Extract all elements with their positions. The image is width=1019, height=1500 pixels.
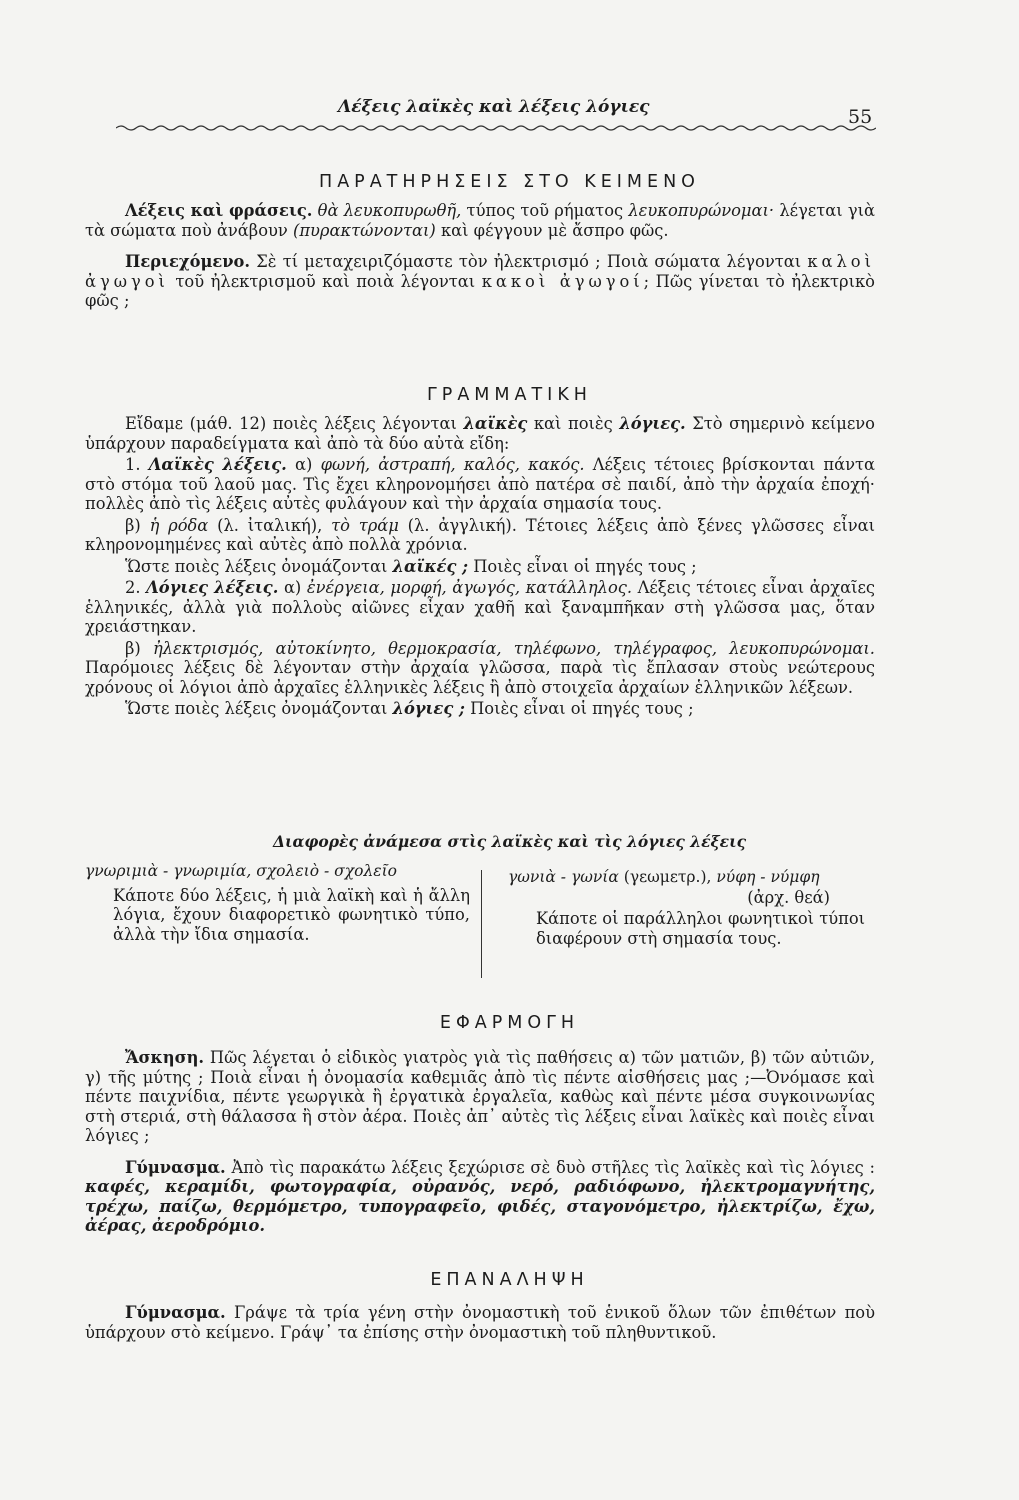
observations-body [85, 201, 875, 313]
right-example: γωνιὰ - γωνία (γεωμετρ.), νύφη - νύμφη [508, 868, 820, 886]
content-paragraph: Περιεχόμενο. Σὲ τί μεταχειριζόμαστε τὸν ἠλεκτρισμό ; Ποιὰ σώματα λέγονται καλοὶ ἀγωγοὶ τοῦ ἠλεκτρισμοῦ καὶ ποιὰ λέγονται κακοὶ ἀγωγοί; Πῶς γίνεται τὸ ἠλεκτρικὸ φῶς ; [85, 252, 875, 310]
revision-drill-paragraph: Γύμνασμα. Γράψε τὰ τρία γένη στὴν ὀνομαστικὴ τοῦ ἑνικοῦ ὅλων τῶν ἐπιθέτων ποὺ ὑπάρχουν στὸ κείμενο. Γράψ᾽ τα ἐπίσης στὴν ὀνομαστικὴ τοῦ πληθυντικοῦ. [85, 1303, 875, 1342]
learned-words-question: Ὥστε ποιὲς λέξεις ὀνομάζονται λόγιες ; Ποιὲς εἶναι οἱ πηγές τους ; [125, 699, 694, 718]
page-number: 55 [848, 106, 873, 128]
popular-words-question: Ὥστε ποιὲς λέξεις ὀνομάζονται λαϊκές ; Ποιὲς εἶναι οἱ πηγές τους ; [125, 556, 697, 576]
right-explanation: Κάποτε οἱ παράλληλοι φωνητικοὶ τύποι διαφέρουν στὴ σημασία τους. [536, 909, 866, 948]
grammar-body [85, 414, 875, 721]
grammar-intro: Εἴδαμε (μάθ. 12) ποιὲς λέξεις λέγονται λαϊκὲς καὶ ποιὲς λόγιες. Στὸ σημερινὸ κείμενο ὑπάρχουν παραδείγματα καὶ ἀπὸ τὰ δύο αὐτὰ εἴδη: [85, 414, 875, 453]
column-divider [481, 870, 482, 978]
heading-grammar: ΓΡΑΜΜΑΤΙΚΗ [427, 385, 592, 405]
differences-heading: Διαφορὲς ἀνάμεσα στὶς λαϊκὲς καὶ τὶς λόγιες λέξεις [272, 832, 747, 851]
learned-words-item: 2. Λόγιες λέξεις. α) ἐνέργεια, μορφή, ἀγωγός, κατάλληλος. Λέξεις τέτοιες εἶναι ἀρχαῖες ἑλληνικές, ἀλλὰ γιὰ πολλοὺς αἰῶνες εἶχαν χαθῆ καὶ ξαναμπῆκαν στὴ γλῶσσα μας, ὅταν χρειάστηκαν. [85, 578, 876, 636]
left-column [85, 862, 470, 944]
drill-paragraph: Γύμνασμα. Ἀπὸ τὶς παρακάτω λέξεις ξεχώρισε σὲ δυὸ στῆλες τὶς λαϊκὲς καὶ τὶς λόγιες : καφές, κεραμίδι, φωτογραφία, οὐρανός, νερό, ραδιόφωνο, ἠλεκτρομαγνήτης, τρέχω, παίζω, θερμόμετρο, τυπογραφεῖο, φιδές, σταγονόμετρο, ἠλεκτρίζω, ἔχω, ἀέρας, ἀεροδρόμιο. [85, 1157, 875, 1235]
running-title: Λέξεις λαϊκὲς καὶ λέξεις λόγιες [338, 97, 650, 117]
revision-body [85, 1303, 875, 1344]
left-explanation: Κάποτε δύο λέξεις, ἡ μιὰ λαϊκὴ καὶ ἡ ἄλλη λόγια, ἔχουν διαφορετικὸ φωνητικὸ τύπο, ἀλλὰ τὴν ἴδια σημασία. [113, 885, 470, 944]
popular-words-item: 1. Λαϊκὲς λέξεις. α) φωνή, ἀστραπή, καλός, κακός. Λέξεις τέτοιες βρίσκονται πάντα στὸ στόμα τοῦ λαοῦ μας. Τὶς ἔχει κληρονομήσει ἀπὸ πατέρα σὲ παιδί, ἀπὸ τὴν ἀρχαία ἐποχή· πολλὲς ἀπὸ τὶς λέξεις αὐτὲς φυλάγουν καὶ τὴν ἀρχαία σημασία τους. [85, 455, 876, 513]
popular-words-foreign: β) ἡ ρόδα (λ. ἰταλική), τὸ τράμ (λ. ἀγγλική). Τέτοιες λέξεις ἀπὸ ξένες γλῶσσες εἶναι κληρονομημένες καὶ αὐτὲς ἀπὸ πολλὰ χρόνια. [85, 515, 875, 554]
heading-observations: ΠΑΡΑΤΗΡΗΣΕΙΣ ΣΤΟ ΚΕΙΜΕΝΟ [319, 172, 700, 192]
application-body [85, 1048, 875, 1238]
words-phrases-paragraph: Λέξεις καὶ φράσεις. θὰ λευκοπυρωθῆ, τύπος τοῦ ρήματος λευκοπυρώνομαι· λέγεται γιὰ τὰ σώματα ποὺ ἀνάβουν (πυρακτώνονται) καὶ φέγγουν μὲ ἄσπρο φῶς. [85, 201, 875, 240]
learned-words-modern: β) ἠλεκτρισμός, αὐτοκίνητο, θερμοκρασία, τηλέφωνο, τηλέγραφος, λευκοπυρώνομαι. Παρόμοιες λέξεις δὲ λέγονταν στὴν ἀρχαία γλῶσσα, παρὰ τὶς ἔπλασαν στοὺς νεώτερους χρόνους οἱ λόγιοι ἀπὸ ἀρχαῖες ἑλληνικὲς λέξεις ἢ ἀπὸ στοιχεῖα ἀρχαίων ἑλληνικῶν λέξεων. [85, 638, 875, 697]
left-example: γνωριμιὰ - γνωριμία, σχολειὸ - σχολεῖο [85, 862, 398, 880]
exercise-paragraph: Ἄσκηση. Πῶς λέγεται ὁ εἰδικὸς γιατρὸς γιὰ τὶς παθήσεις α) τῶν ματιῶν, β) τῶν αὐτιῶν, γ) τῆς μύτης ; Ποιὰ εἶναι ἡ ὀνομασία καθεμιᾶς ἀπὸ τὶς πέντε αἰσθήσεις μας ;—Ὀνόμασε καὶ πέντε παιχνίδια, πέντε γεωργικὰ ἢ ἐργατικὰ ἐργαλεῖα, καθὼς καὶ πέντε μέσα συγκοινωνίας στὴ στεριά, στὴ θάλασσα ἢ στὸν ἀέρα. Ποιὲς ἀπ᾽ αὐτὲς τὶς λέξεις εἶναι λαϊκὲς καὶ ποιὲς εἶναι λόγιες ; [85, 1048, 875, 1145]
right-example-note: (ἀρχ. θεά) [747, 887, 830, 907]
right-column [508, 868, 870, 948]
header-wavy-rule [116, 122, 876, 134]
heading-application: ΕΦΑΡΜΟΓΗ [439, 1013, 580, 1033]
heading-revision: ΕΠΑΝΑΛΗΨΗ [430, 1270, 589, 1290]
